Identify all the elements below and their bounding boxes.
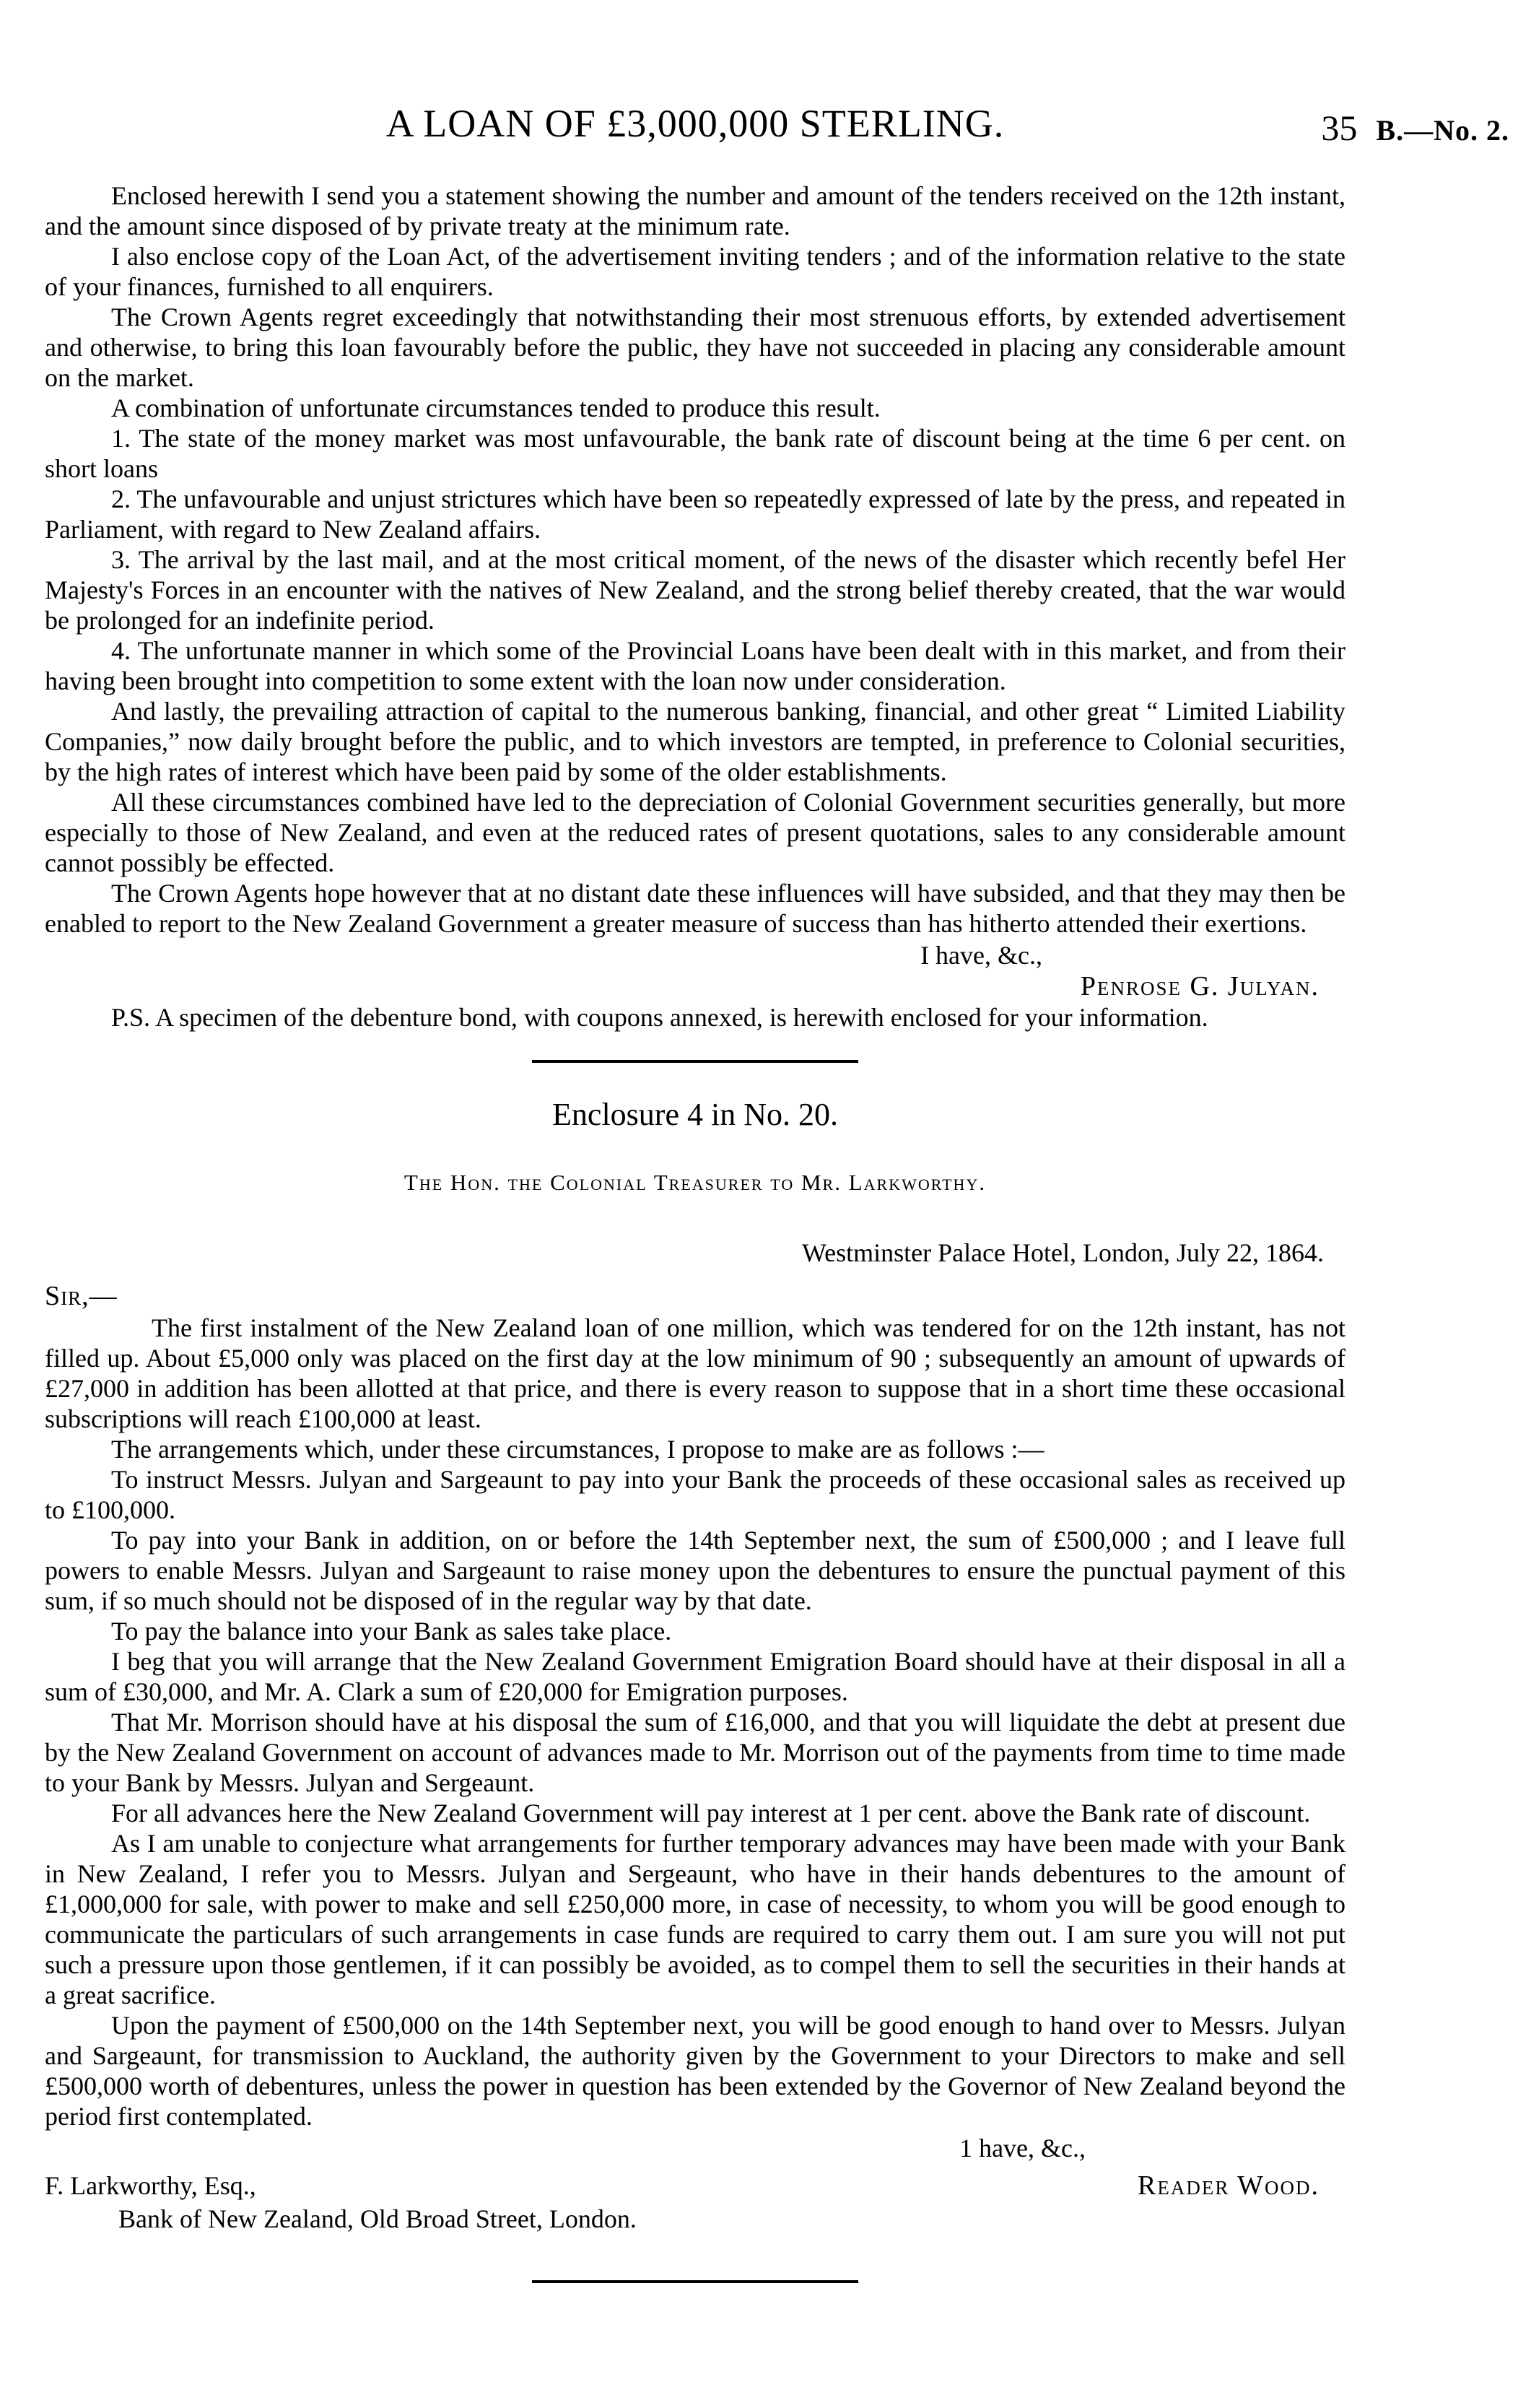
- letter1-signature: Penrose G. Julyan.: [1080, 971, 1320, 1001]
- paragraph: I beg that you will arrange that the New Zealand Government Emigration Board should have at their disposal in all a sum of £30,000, and Mr. A. Clark a sum of £20,000 for Emigration purposes.: [45, 1647, 1345, 1706]
- paragraph: For all advances here the New Zealand Government will pay interest at 1 per cent. above the Bank rate of discount.: [111, 1799, 1311, 1827]
- text-column: [45, 0, 1345, 2283]
- paragraph: 2. The unfavourable and unjust strictures which have been so repeatedly expressed of late by the press, and repeated in Parliament, with regard to New Zealand affairs.: [45, 484, 1345, 544]
- paragraph: 4. The unfortunate manner in which some of the Provincial Loans have been dealt with in this market, and from their having been brought into competition to some extent with the loan now under consideration.: [45, 636, 1345, 695]
- letter2-paragraphs: [45, 1313, 1345, 2131]
- paragraph: And lastly, the prevailing attraction of capital to the numerous banking, financial, and other great “ Limited Liability Companies,” now daily brought before the public, and to which investors are tempted, in preference to Colonial securities, by the high rates of interest which have been paid by some of the older establishments.: [45, 697, 1345, 786]
- page-number: 35: [1321, 108, 1358, 148]
- letter1-valediction: I have, &c.,: [920, 941, 1042, 970]
- paragraph: Upon the payment of £500,000 on the 14th September next, you will be good enough to hand over to Messrs. Julyan and Sargeaunt, for transmission to Auckland, the authority given by the Government to your Directors to make and sell £500,000 worth of debentures, unless the power in question has been extended by the Governor of New Zealand beyond the period first contemplated.: [45, 2011, 1345, 2131]
- paragraph: That Mr. Morrison should have at his disposal the sum of £16,000, and that you will liquidate the debt at present due by the New Zealand Government on account of advances made to Mr. Morrison out of the payments from time to time made to your Bank by Messrs. Julyan and Sergeaunt.: [45, 1708, 1345, 1797]
- letter2-dateline: Westminster Palace Hotel, London, July 22, 1864.: [802, 1238, 1324, 1267]
- section-divider: [532, 1060, 858, 1063]
- paragraph: The Crown Agents regret exceedingly that notwithstanding their most strenuous efforts, by extended advertisement and otherwise, to bring this loan favourably before the public, they have not succeeded in placing any considerable amount on the market.: [45, 303, 1345, 392]
- paragraph: 3. The arrival by the last mail, and at the most critical moment, of the news of the disaster which recently befel Her Majesty's Forces in an encounter with the natives of New Zealand, and the strong belief thereby created, that the war would be prolonged for an indefinite period.: [45, 545, 1345, 635]
- page-title: A LOAN OF £3,000,000 STERLING.: [385, 102, 1005, 145]
- letter2-valediction: 1 have, &c.,: [959, 2134, 1086, 2163]
- letter1-postscript: P.S. A specimen of the debenture bond, with coupons annexed, is herewith enclosed for your information.: [111, 1003, 1208, 1032]
- letter2-closing-row: [45, 2170, 1345, 2201]
- letter2-signature: Reader Wood.: [1137, 2170, 1320, 2201]
- letter2-salutation: Sir,—: [45, 1281, 118, 1311]
- paragraph: To pay the balance into your Bank as sales take place.: [111, 1617, 672, 1646]
- paragraph: A combination of unfortunate circumstances tended to produce this result.: [111, 394, 881, 422]
- addressee-name: F. Larkworthy, Esq.,: [45, 2171, 256, 2200]
- paragraph: The Crown Agents hope however that at no distant date these influences will have subsided, and that they may then be enabled to report to the New Zealand Government a greater measure of success than has hitherto attended their exertions.: [45, 879, 1345, 938]
- document-reference: B.—No. 2.: [1376, 114, 1509, 147]
- letter1: [45, 181, 1345, 1033]
- letter2: [45, 1238, 1345, 2234]
- document-header: [45, 101, 1345, 181]
- enclosure-heading: Enclosure 4 in No. 20.: [552, 1097, 838, 1132]
- page-header-right: [1321, 107, 1509, 149]
- bottom-divider: [532, 2280, 858, 2283]
- paragraph: To pay into your Bank in addition, on or before the 14th September next, the sum of £500,000 ; and I leave full powers to enable Messrs. Julyan and Sargeaunt to raise money upon the debentures to ensure the punctual payment of this sum, if so much should not be disposed of in the regular way by that date.: [45, 1526, 1345, 1615]
- paragraph: As I am unable to conjecture what arrangements for further temporary advances may have been made with your Bank in New Zealand, I refer you to Messrs. Julyan and Sergeaunt, who have in their hands debentures to the amount of £1,000,000 for sale, with power to make and sell £250,000 more, in case of necessity, to whom you will be good enough to communicate the particulars of such arrangements in case funds are required to carry them out. I am sure you will not put such a pressure upon those gentlemen, if it can possibly be avoided, as to compel them to sell the securities in their hands at a great sacrifice.: [45, 1829, 1345, 2009]
- letter1-paragraphs: [45, 181, 1345, 939]
- paragraph: 1. The state of the money market was most unfavourable, the bank rate of discount being at the time 6 per cent. on short loans: [45, 424, 1345, 483]
- paragraph: Enclosed herewith I send you a statement showing the number and amount of the tenders received on the 12th instant, and the amount since disposed of by private treaty at the minimum rate.: [45, 181, 1345, 240]
- paragraph: All these circumstances combined have led to the depreciation of Colonial Government securities generally, but more especially to those of New Zealand, and even at the reduced rates of present quotations, sales to any considerable amount cannot possibly be effected.: [45, 788, 1345, 877]
- paragraph: The arrangements which, under these circumstances, I propose to make are as follows :—: [111, 1435, 1044, 1464]
- paragraph: I also enclose copy of the Loan Act, of the advertisement inviting tenders ; and of the information relative to the state of your finances, furnished to all enquirers.: [45, 242, 1345, 301]
- paragraph: The first instalment of the New Zealand loan of one million, which was tendered for on the 12th instant, has not filled up. About £5,000 only was placed on the first day at the low minimum of 90 ; subsequently an amount of upwards of £27,000 in addition has been allotted at that price, and there is every reason to suppose that in a short time these occasional subscriptions will reach £100,000 at least.: [45, 1313, 1345, 1433]
- paragraph: To instruct Messrs. Julyan and Sargeaunt to pay into your Bank the proceeds of these occasional sales as received up to £100,000.: [45, 1465, 1345, 1524]
- enclosure-subheading: The Hon. the Colonial Treasurer to Mr. Larkworthy.: [404, 1170, 987, 1195]
- addressee-address: Bank of New Zealand, Old Broad Street, London.: [118, 2204, 637, 2233]
